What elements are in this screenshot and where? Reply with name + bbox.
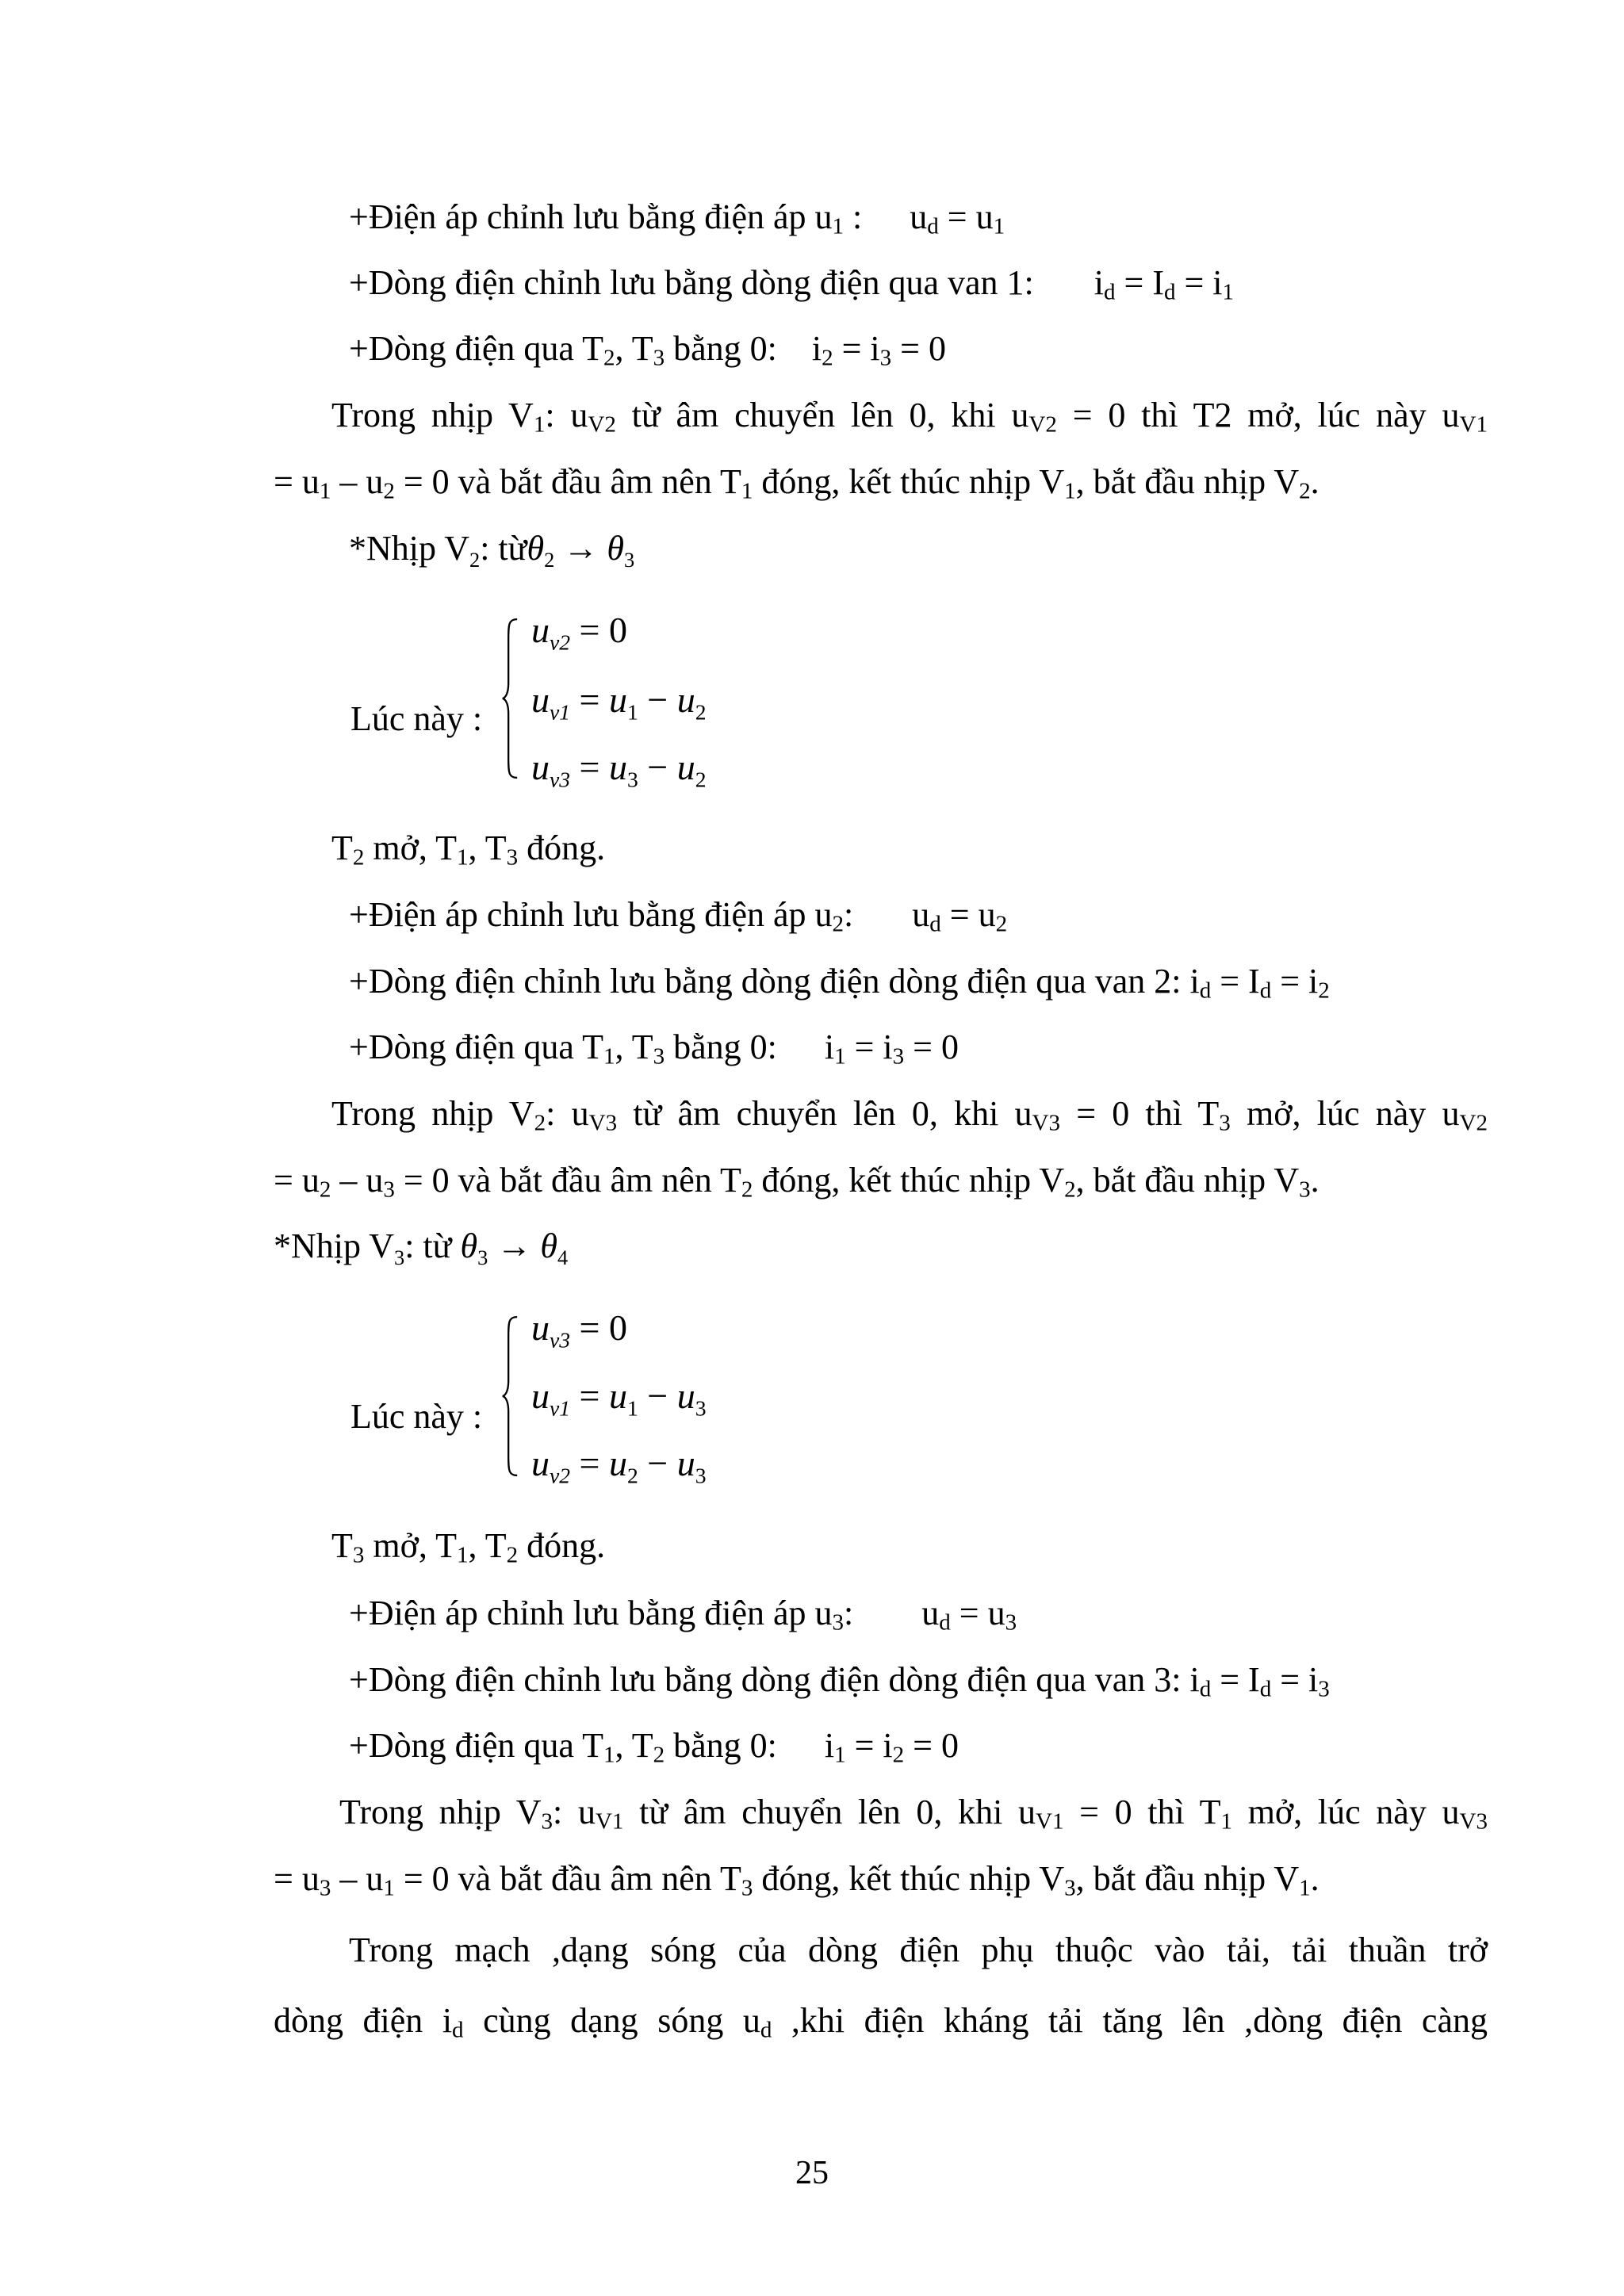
text-line: +Dòng điện chỉnh lưu bằng dòng điện dòng điện qua van 3: $i_d = I_d = i_3$ [349,1660,1330,1702]
text: u [910,197,928,236]
subscript: 1 [1222,279,1235,305]
arrow-symbol: → [488,1226,541,1265]
text-line: Trong mạch ,dạng sóng của dòng điện phụ thuộc vào tải, tải thuần trở [349,1931,1488,1969]
text-line: *Nhịp $V_3$: từ $\theta_3 \to \theta_4$ [274,1226,569,1270]
text: i [1094,263,1104,302]
theta-symbol: θ [527,529,545,568]
subscript: d [1103,279,1116,305]
subscript: 1 [832,213,845,239]
subscript: 2 [544,548,555,572]
system-label: Lúc này : [350,1397,483,1436]
text: +Dòng điện qua T [349,329,603,368]
text-line: = $u_2 - u_3 = 0$ và bắt đầu âm nên $T_2$ đóng, kết thúc nhịp $V_2$, bắt đầu nhịp $V_3$. [274,1161,1320,1203]
text: . [1310,462,1320,501]
subscript: 2 [469,548,481,572]
text: +Điện áp chỉnh lưu bằng điện áp u [349,197,833,236]
equation-row: $u_{v1} = u_1 - u_3$ [531,1376,707,1421]
equation-row: $u_{v2} = 0$ [531,610,627,655]
text: – u [331,462,384,501]
text-line [349,263,1235,305]
text: bằng 0: [665,329,777,368]
text: +Dòng điện chỉnh lưu bằng dòng điện qua van 1: [349,263,1034,302]
text: = u [938,197,994,236]
text: : [844,197,863,236]
text-line: +Dòng điện qua $T_1$, $T_3$ bằng 0: $i_1 = i_3 = 0$ [349,1027,959,1070]
subscript: 2 [822,345,833,371]
text: đóng, kết thúc nhịp V [753,462,1065,501]
text: *Nhịp V [349,529,469,568]
text: = u [274,462,320,501]
subscript: 3 [653,345,665,371]
text: = i [833,329,880,368]
equation-row: $u_{v2} = u_2 - u_3$ [531,1443,707,1488]
text: : u [545,396,588,434]
page-number: 25 [795,2155,829,2191]
text-line: Trong nhịp $V_3$: $u_{V1}$ từ âm chuyển lên 0, khi $u_{V1} = 0$ thì $T_1$ mở, lúc này $u_{V3}$ [339,1793,1488,1835]
subscript: V2 [1028,411,1057,438]
text: , T [615,329,653,368]
subscript: 3 [879,345,892,371]
subscript: d [927,213,939,239]
theta-symbol: θ [540,1226,557,1265]
text: i [811,329,822,368]
text-line: dòng điện $i_d$ cùng dạng sóng $u_d$ ,khi điện kháng tải tăng lên ,dòng điện càng [274,2001,1488,2043]
subscript: 2 [383,478,395,504]
subscript: 1 [993,213,1005,239]
text: từ âm chuyển lên 0, khi u [615,396,1029,434]
text: = i [1175,263,1223,302]
text-line: +Dòng điện qua $T_1$, $T_2$ bằng 0: $i_1 = i_2 = 0$ [349,1726,959,1768]
subscript: V2 [588,411,616,438]
subscript: 1 [741,478,753,504]
subscript: 3 [623,548,635,572]
theta-symbol: θ [607,529,624,568]
text-line: = $u_3 - u_1 = 0$ và bắt đầu âm nên $T_3$ đóng, kết thúc nhịp $V_3$, bắt đầu nhịp $V_1$. [274,1859,1320,1901]
text: = 0 và bắt đầu âm nên T [394,462,741,501]
left-brace-icon [501,1308,519,1484]
equation-row: $u_{v3} = 0$ [531,1307,627,1353]
text: = 0 [891,329,946,368]
subscript: V1 [1459,411,1488,438]
arrow-symbol: → [554,529,607,568]
equation-row: $u_{v3} = u_3 - u_2$ [531,747,707,792]
text: = 0 thì T2 mở, lúc này u [1056,396,1460,434]
text: : từ [480,529,527,568]
text-line [331,396,1488,438]
subscript: 2 [603,345,615,371]
text-line: +Dòng điện chỉnh lưu bằng dòng điện dòng điện qua van 2: $i_d = I_d = i_2$ [349,962,1330,1004]
text-line: $T_3$ mở, $T_1$, $T_2$ đóng. [331,1526,606,1568]
subscript: 1 [1064,478,1076,504]
text-line: +Điện áp chỉnh lưu bằng điện áp $u_3$: $u_d = u_3$ [349,1594,1017,1636]
subscript: d [1163,279,1176,305]
text-line: +Điện áp chỉnh lưu bằng điện áp $u_2$: $u_d = u_2$ [349,895,1008,937]
text: = I [1115,263,1164,302]
subscript: 1 [319,478,331,504]
text-line [349,529,635,572]
text-line [349,329,946,371]
text-line: Trong nhịp $V_2$: $u_{V3}$ từ âm chuyển lên 0, khi $u_{V3} = 0$ thì $T_3$ mở, lúc này $u_{V2}$ [331,1094,1488,1136]
text: , bắt đầu nhịp V [1075,462,1300,501]
theta-symbol: θ [460,1226,478,1265]
subscript: 1 [533,411,546,438]
system-label: Lúc này : [350,699,483,738]
text: Trong nhịp V [331,396,534,434]
text-line: $T_2$ mở, $T_1$, $T_3$ đóng. [331,828,606,871]
text-line [274,462,1320,504]
equation-row: $u_{v1} = u_1 - u_2$ [531,679,707,725]
left-brace-icon [501,610,519,786]
subscript: 2 [1299,478,1311,504]
text-line [349,197,1005,239]
